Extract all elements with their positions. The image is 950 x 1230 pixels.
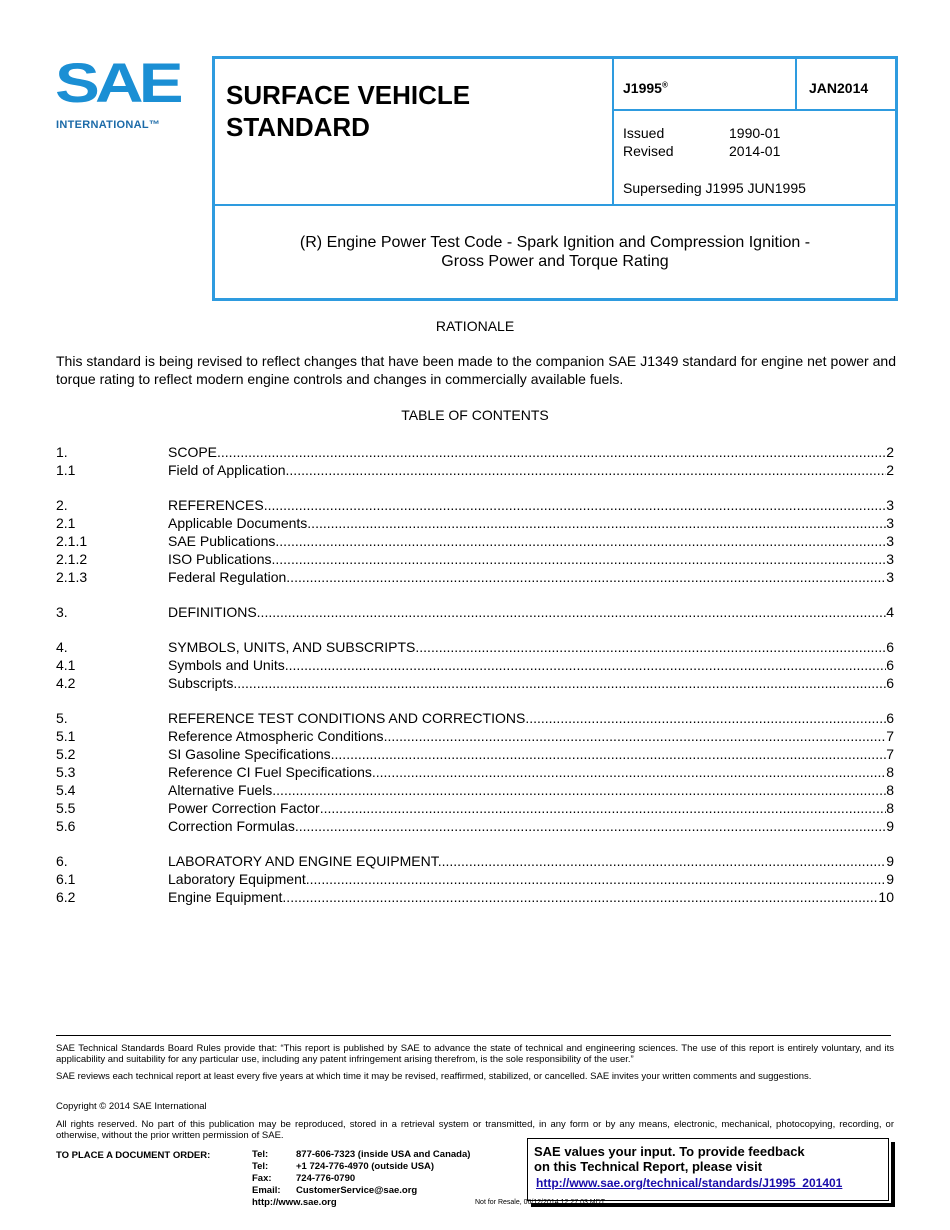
toc-entry-body — [168, 443, 894, 461]
toc-entry-title: LABORATORY AND ENGINE EQUIPMENT. — [168, 853, 442, 869]
toc-entry-number: 2.1.1 — [56, 533, 88, 549]
toc-entry-number: 5.6 — [56, 818, 76, 834]
contact-key: Email: — [252, 1185, 281, 1196]
toc-entry[interactable] — [56, 870, 894, 888]
toc-entry-title: SCOPE — [168, 444, 218, 460]
toc-entry-page: 3 — [886, 551, 894, 567]
rights-text: All rights reserved. No part of this publication may be reproduced, stored in a retrieval system or transmitted, in any form or by any means, electronic, mechanical, photocopying, recording, or otherwise, without the prior written permission of SAE. — [56, 1119, 894, 1141]
toc-entry-title: SYMBOLS, UNITS, AND SUBSCRIPTS — [168, 639, 416, 655]
toc-entry[interactable] — [56, 674, 894, 692]
toc-entry-number: 4. — [56, 639, 68, 655]
toc-entry-title: Correction Formulas — [168, 818, 295, 834]
toc-entry-title: Subscripts — [168, 675, 234, 691]
rationale-text: This standard is being revised to reflect changes that have been made to the companion SAE J1349 standard for engine net power and torque rating to reflect modern engine controls and changes in commercially available fuels. — [56, 353, 896, 387]
title-line-1: (R) Engine Power Test Code - Spark Ignition and Compression Ignition - — [299, 234, 811, 251]
toc-entry-page: 6 — [886, 710, 894, 726]
toc-entry-title: Federal Regulation — [168, 569, 287, 585]
toc-entry-number: 5.4 — [56, 782, 76, 798]
toc-entry[interactable] — [56, 532, 894, 550]
toc-entry[interactable] — [56, 852, 894, 870]
feedback-line-1: SAE values your input. To provide feedback — [534, 1144, 805, 1159]
toc-entry-page: 6 — [886, 657, 894, 673]
toc-entry[interactable] — [56, 514, 894, 532]
toc-entry[interactable] — [56, 799, 894, 817]
toc-entry-title: SAE Publications — [168, 533, 276, 549]
toc-entry-page: 3 — [886, 533, 894, 549]
logo-letters: SAE — [55, 51, 179, 114]
contact-key: Fax: — [252, 1173, 272, 1184]
toc-leader-dots — [306, 870, 886, 888]
toc-entry-title: Applicable Documents — [168, 515, 308, 531]
toc-entry-body — [168, 532, 894, 550]
toc-entry-page: 2 — [886, 444, 894, 460]
category-line-2: STANDARD — [226, 112, 370, 142]
toc-entry-body — [168, 638, 894, 656]
toc-entry-page: 9 — [886, 871, 894, 887]
toc-entry-title: DEFINITIONS — [168, 604, 257, 620]
toc-entry-number: 1. — [56, 444, 68, 460]
toc-entry-page: 3 — [886, 497, 894, 513]
toc-entry-title: Reference CI Fuel Specifications — [168, 764, 372, 780]
toc-entry-title: Alternative Fuels — [168, 782, 273, 798]
doc-number-text: J1995 — [623, 80, 662, 96]
toc-entry-page: 9 — [886, 818, 894, 834]
superseding-note: Superseding J1995 JUN1995 — [623, 180, 806, 196]
feedback-line-2: on this Technical Report, please visit — [534, 1159, 763, 1174]
toc-entry-title: Symbols and Units — [168, 657, 285, 673]
toc-entry-number: 5.3 — [56, 764, 76, 780]
toc-entry-page: 2 — [886, 462, 894, 478]
toc-entry[interactable] — [56, 745, 894, 763]
toc-entry-body — [168, 550, 894, 568]
toc-leader-dots — [285, 656, 886, 674]
toc-leader-dots — [217, 443, 886, 461]
rationale-heading: RATIONALE — [435, 318, 515, 334]
order-label: TO PLACE A DOCUMENT ORDER: — [56, 1150, 211, 1161]
header-divider-title — [215, 204, 895, 206]
toc-entry-title: Field of Application — [168, 462, 286, 478]
header-divider-date — [795, 59, 797, 109]
toc-entry-body — [168, 781, 894, 799]
revised-value: 2014-01 — [729, 143, 781, 159]
footer-rule — [56, 1035, 891, 1036]
toc-entry-page: 4 — [886, 604, 894, 620]
sae-logo — [55, 51, 180, 135]
rules-text: SAE Technical Standards Board Rules provide that: “This report is published by SAE to advance the state of technical and engineering sciences. The use of this report is entirely voluntary, and its applicability and suitability for any particular use, including any patent infringement arising therefrom, is the sole responsibility of the user.” — [56, 1043, 894, 1065]
contact-key: Tel: — [252, 1149, 269, 1160]
toc-entry-body — [168, 852, 894, 870]
document-title — [215, 233, 895, 271]
toc-entry[interactable] — [56, 781, 894, 799]
toc-leader-dots — [233, 674, 886, 692]
toc-entry-title: REFERENCE TEST CONDITIONS AND CORRECTIONS — [168, 710, 526, 726]
toc-entry-page: 7 — [886, 728, 894, 744]
document-date: JAN2014 — [809, 80, 869, 96]
toc-entry-number: 6.2 — [56, 889, 76, 905]
toc-entry-title: SI Gasoline Specifications — [168, 746, 331, 762]
toc-entry[interactable] — [56, 656, 894, 674]
toc-entry[interactable] — [56, 817, 894, 835]
toc-entry-page: 6 — [886, 639, 894, 655]
copyright: Copyright © 2014 SAE International — [56, 1101, 207, 1112]
toc-leader-dots — [272, 781, 886, 799]
toc-entry-number: 5.2 — [56, 746, 76, 762]
issued-label: Issued — [623, 125, 665, 141]
toc-entry-body — [168, 870, 894, 888]
review-text: SAE reviews each technical report at least every five years at which time it may be revised, reaffirmed, stabilized, or cancelled. SAE invites your written comments and suggestions. — [56, 1071, 812, 1082]
toc-entry-number: 6.1 — [56, 871, 76, 887]
toc-entry[interactable] — [56, 443, 894, 461]
toc-entry-number: 4.1 — [56, 657, 76, 673]
document-category — [226, 79, 470, 143]
toc-entry[interactable] — [56, 709, 894, 727]
toc-entry-number: 3. — [56, 604, 68, 620]
header-divider-horizontal — [612, 109, 895, 111]
feedback-box — [527, 1138, 889, 1201]
contact-key: Tel: — [252, 1161, 269, 1172]
toc-entry-page: 8 — [886, 800, 894, 816]
contact-value: 724-776-0790 — [296, 1173, 356, 1184]
toc-entry-body — [168, 568, 894, 586]
toc-leader-dots — [275, 532, 886, 550]
toc-entry-number: 2.1.2 — [56, 551, 88, 567]
feedback-text — [534, 1144, 805, 1174]
document-number — [623, 80, 668, 96]
toc-entry[interactable] — [56, 461, 894, 479]
revised-label: Revised — [623, 143, 674, 159]
toc-entry-body — [168, 727, 894, 745]
toc-leader-dots — [372, 763, 886, 781]
toc-entry-body — [168, 745, 894, 763]
toc-entry-page: 9 — [886, 853, 894, 869]
toc-entry-body — [168, 674, 894, 692]
toc-entry[interactable] — [56, 763, 894, 781]
toc-entry[interactable] — [56, 727, 894, 745]
toc-entry-number: 4.2 — [56, 675, 76, 691]
toc-entry-number: 2. — [56, 497, 68, 513]
toc-entry-number: 1.1 — [56, 462, 76, 478]
toc-leader-dots — [286, 568, 886, 586]
toc-leader-dots — [320, 799, 886, 817]
website-link[interactable]: http://www.sae.org — [252, 1197, 337, 1208]
toc-entry-page: 10 — [878, 889, 894, 905]
registered-mark: ® — [661, 80, 668, 90]
toc-leader-dots — [286, 461, 887, 479]
toc-entry-body — [168, 514, 894, 532]
toc-leader-dots — [384, 727, 887, 745]
title-line-2: Gross Power and Torque Rating — [441, 253, 669, 270]
toc-leader-dots — [295, 817, 886, 835]
toc-leader-dots — [415, 638, 886, 656]
toc-entry[interactable] — [56, 603, 894, 621]
toc-entry-title: Engine Equipment — [168, 889, 283, 905]
toc-entry-number: 2.1.3 — [56, 569, 88, 585]
contact-value: +1 724-776-4970 (outside USA) — [296, 1161, 435, 1172]
toc-entry-page: 3 — [886, 515, 894, 531]
toc-entry-body — [168, 603, 894, 621]
category-line-1: SURFACE VEHICLE — [226, 80, 471, 110]
toc-entry-number: 5.5 — [56, 800, 76, 816]
toc-entry-page: 3 — [886, 569, 894, 585]
logo-subtitle: INTERNATIONAL™ — [56, 119, 161, 131]
toc-entry-body — [168, 709, 894, 727]
header-box — [212, 56, 898, 301]
toc-entry-body — [168, 817, 894, 835]
resale-notice: Not for Resale, 06/12/2014 12:27:03 MDT — [475, 1199, 605, 1206]
toc-entry-number: 5. — [56, 710, 68, 726]
header-divider-vertical — [612, 59, 614, 204]
feedback-url-link[interactable]: http://www.sae.org/technical/standards/J1995_201401 — [536, 1176, 843, 1190]
toc-leader-dots — [264, 496, 887, 514]
toc-entry-title: Laboratory Equipment — [168, 871, 306, 887]
contact-value: CustomerService@sae.org — [296, 1185, 418, 1196]
toc-entry-body — [168, 461, 894, 479]
toc-leader-dots — [257, 603, 887, 621]
toc-leader-dots — [282, 888, 878, 906]
toc-entry-body — [168, 763, 894, 781]
toc-entry-page: 7 — [886, 746, 894, 762]
toc-entry-page: 6 — [886, 675, 894, 691]
toc-entry-title: Power Correction Factor — [168, 800, 320, 816]
toc-entry[interactable] — [56, 496, 894, 514]
toc-entry-body — [168, 656, 894, 674]
toc-leader-dots — [442, 852, 887, 870]
toc-entry-title: Reference Atmospheric Conditions — [168, 728, 384, 744]
toc-leader-dots — [331, 745, 887, 763]
toc-entry[interactable] — [56, 550, 894, 568]
toc-entry[interactable] — [56, 888, 894, 906]
toc-entry-body — [168, 888, 894, 906]
toc-entry-page: 8 — [886, 764, 894, 780]
toc-leader-dots — [525, 709, 886, 727]
toc-entry-number: 5.1 — [56, 728, 76, 744]
issue-history — [623, 124, 780, 160]
toc-leader-dots — [272, 550, 887, 568]
toc-entry[interactable] — [56, 568, 894, 586]
toc-entry-body — [168, 496, 894, 514]
toc-entry-title: REFERENCES — [168, 497, 264, 513]
issued-value: 1990-01 — [729, 125, 781, 141]
contact-value: 877-606-7323 (inside USA and Canada) — [296, 1149, 471, 1160]
toc-leader-dots — [307, 514, 886, 532]
toc-entry-number: 2.1 — [56, 515, 76, 531]
toc-heading: TABLE OF CONTENTS — [401, 407, 549, 423]
toc-entry-body — [168, 799, 894, 817]
toc-entry-page: 8 — [886, 782, 894, 798]
toc-entry-title: ISO Publications — [168, 551, 272, 567]
toc-entry[interactable] — [56, 638, 894, 656]
toc-entry-number: 6. — [56, 853, 68, 869]
